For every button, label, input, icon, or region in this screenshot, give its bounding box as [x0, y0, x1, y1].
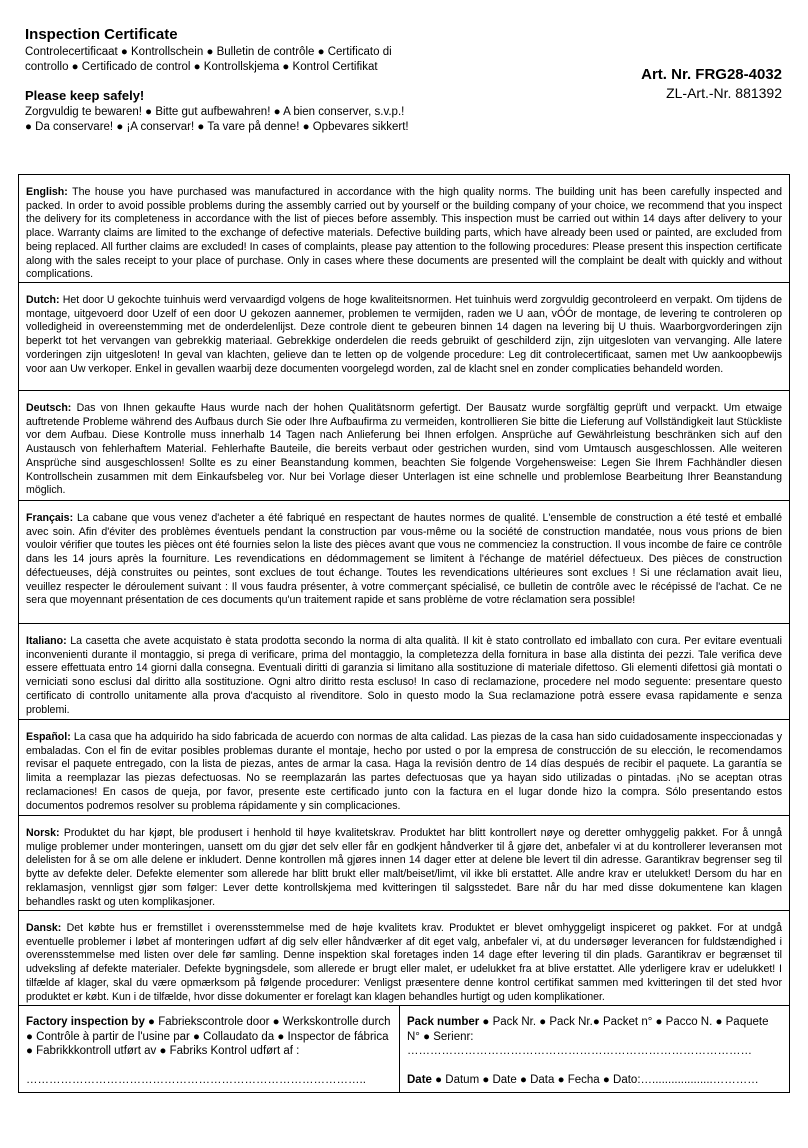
section-text: Het door U gekochte tuinhuis werd vervaardigd volgens de hoge kwaliteitsnormen. Het tuinhuis werd zorgvuldig gecontroleerd en verpakt. Om tijdens de montage, uitgevoerd door Uzelf of een door U gekozen aannemer, problemen te vermijden, raden we U aan, vÓÓr de montage, de levering te controleren op volledigheid in overeenstemming met de onderdelenlijst. Deze controle dient te gebeuren binnen 14 dagen na levering bij U thuis. Waarborgvorderingen zijn beperkt tot het vervangen van gebrekkig materiaal. Gebrekkige onderdelen die reeds gebruikt of geschilderd zijn, zijn uitgesloten van vervanging. Alle latere vorderingen zijn uitgesloten! In geval van klachten, gelieve dan te letten op de volgende procedure: Leg dit controlecertificaat, samen met Uw aankoopbewijs voor aan Uw verkoper. Enkel in gevallen waarbij deze documenten voorgelegd worden, zal de klacht snel en zonder complicaties behandeld worden.	[26, 294, 782, 375]
section-italiano	[19, 624, 789, 720]
section-text: Det købte hus er fremstillet i overensstemmelse med de høje kvalitets krav. Produktet er blevet omhyggeligt inspiceret og pakket. For at undgå eventuelle problemer i løbet af monteringen udført af dig selv eller håndværker af dit eget valg, anbefaler vi, at du undersøger leverancen for fuldstændighed i overensstemmelse med listen over dele før samling. Denne inspektion skal foretages inden 14 dage efter levering til din plads. Garantikrav er begrænset til udveksling af defekte materialer. Defekte bygningsdele, som allerede er brugt eller malet, er udelukket fra at blive erstattet. Alle yderligere krav er udelukket! I tilfælde af klager, skal du være opmærksom på følgende procedurer: Venligst præsentere denne kontrol certifikat sammen med kvitteringen til det sted hvor produktet er købt. Kun i de tilfælde, hvor disse dokumenter er forelagt kan klagen behandles hurtigt og uden komplikationer.	[26, 922, 782, 1003]
section-language-label: Dutch:	[26, 294, 60, 306]
section-language-label: Italiano:	[26, 635, 67, 647]
date-field	[407, 1073, 759, 1088]
pack-number-translations: ● Pack Nr. ● Pack Nr.● Packet n° ● Pacco N. ● Paquete N° ● Serienr:	[407, 1016, 769, 1043]
article-numbers	[641, 66, 782, 102]
certificate-box	[18, 174, 790, 1093]
section-dutch	[19, 283, 789, 391]
keep-safely-translations: Zorgvuldig te bewaren! ● Bitte gut aufbewahren! ● A bien conserver, s.v.p.! ● Da conservare! ● ¡A conservar! ● Ta vare på denne! ● Opbevares sikkert!	[25, 106, 409, 133]
section-deutsch	[19, 391, 789, 501]
section-text: La casa que ha adquirido ha sido fabricada de acuerdo con normas de alta calidad. Las piezas de la casa han sido cuidadosamente inspeccionadas y embaladas. Con el fin de evitar posibles problemas durante el montaje, hecho por usted o por la empresa de construcción de su elección, le recomendamos revisar el paquete entregado, con la lista de piezas, antes de armar la casa. Haga la revisión dentro de 14 días después de recibir el paquete. La garantía se limita a reemplazar las piezas defectuosas. No se reemplazarán las partes defectuosas que ya hayan sido utilizadas o pintadas. ¡No se aceptan otras reclamaciones! En casos de queja, por favor, presente este certificado junto con la factura en el lugar donde hizo la compra. Sólo presentando estos documentos podremos resolver su problema rápidamente y sin complicaciones.	[26, 731, 782, 812]
pack-date-fields	[400, 1006, 789, 1092]
section-espanol	[19, 720, 789, 816]
pack-number-label: Pack number	[407, 1016, 480, 1028]
section-language-label: English:	[26, 186, 68, 198]
factory-inspection-blank[interactable]: ……………………………………………………………………………..	[26, 1073, 366, 1086]
section-text: The house you have purchased was manufactured in accordance with the high quality norms. The building unit has been carefully inspected and packed. In order to avoid possible problems during the assembly carried out by yourself or the building company of your choice, we recommend that you inspect the delivery for its completeness in accordance with the list of pieces before assembly. This inspection must be carried out within 14 days after delivery to your place. Warranty claims are limited to the exchange of defective materials. Defective building parts, which have already been used or painted, are excluded from being replaced. All further claims are excluded! In cases of complaints, please pay attention to the following procedures: Please present this inspection certificate along with the sales receipt to your place of purchase. Only in cases where these documents are presented will the complaint be dealt with quickly and without complications.	[26, 186, 782, 281]
article-number: Art. Nr. FRG28-4032	[641, 66, 782, 83]
section-text: Produktet du har kjøpt, ble produsert i henhold til høye kvalitetskrav. Produktet har blitt kontrollert nøye og deretter omhyggelig pakket. For å unngå mulige problemer under monteringen, uansett om du gjør det selv eller får en godkjent håndverker til å gjøre det, anbefaler vi at du kontrollerer leveransen mot delelisten for å se om alle delene er inkludert. Denne kontrollen må gjøres innen 14 dager etter at delene ble levert til din adresse. Garantikrav begrenser seg til bytte av defekte deler. Defekte elementer som allerede har blitt brukt eller malt/beiset/limt, vil ikke bli erstattet. Alle andre krav er utelukket! Dersom du har en reklamasjon, vennligst gjør som følger: Lever dette kontrollskjema med kvitteringen til salgsstedet. Bare når du har med disse dokumentene kan klagen behandles raskt og uten komplikasjoner.	[26, 827, 782, 908]
section-language-label: Deutsch:	[26, 402, 72, 414]
section-language-label: Norsk:	[26, 827, 60, 839]
section-language-label: Français:	[26, 512, 74, 524]
section-text: La cabane que vous venez d'acheter a été fabriqué en respectant de hautes normes de qualité. L'ensemble de construction a été testé et emballé avec soin. Afin d'éviter des problèmes éventuels pendant la construction par vous-même ou la société de construction mandatée, nous vous prions de bien vouloir vérifier que toutes les pièces ont été fournies selon la liste des pièces avant que vous ne commenciez la construction. Il vous incombe de faire ce contrôle dans les 14 jours après la fourniture. Les revendications en dédommagement se limitent à l'échange de matériel défectueux. Des pièces de construction défectueuses, déjà construites ou peintes, sont exclues de tout échange. Toutes les revendications ultérieures sont exclues ! Si une réclamation avait lieu, veuillez respecter le déroulement suivant : Il vous faudra présenter, à votre commerçant spécialisé, ce bulletin de contrôle avec le récépissé de l'achat. Ce ne sera que moyennant présentation de ces documents qu'un traitement rapide et sans problème de votre réclamation sera possible!	[26, 512, 782, 607]
factory-inspection-field	[19, 1006, 400, 1092]
section-francais	[19, 501, 789, 624]
date-translations-blank[interactable]: ● Datum ● Date ● Data ● Fecha ● Dato:…...................…………	[431, 1073, 759, 1086]
section-text: Das von Ihnen gekaufte Haus wurde nach der hohen Qualitätsnorm gefertigt. Der Bausatz wurde sorgfältig geprüft und verpackt. Um etwaige auftretende Probleme während des Aufbaus durch Sie oder Ihre Aufbaufirma zu vermeiden, kontrollieren Sie bitte die Lieferung auf Vollständigkeit laut Stückliste vor dem Aufbau. Diese Kontrolle muss innerhalb 14 Tagen nach Anlieferung bei Ihnen erfolgen. Ansprüche auf Gewährleistung beschränken sich auf den Austausch von fehlerhaftem Material. Fehlerhafte Bauteile, die bereits verbaut oder gestrichen wurden, sind vom Umtausch ausgeschlossen. Alle weiteren Ansprüche sind ausgeschlossen! Sollte es zu einer Beanstandung kommen, beachten Sie folgende Vorgehensweise: Legen Sie Ihrem Fachhändler diesen Kontrollschein zusammen mit dem Einkaufsbeleg vor. Nur bei Vorlage dieser Unterlagen ist eine schnelle und problemlose Bearbeitung Ihrer Beanstandung möglich.	[26, 402, 782, 497]
zl-article-number: ZL-Art.-Nr. 881392	[666, 85, 782, 101]
footer-fields	[19, 1006, 789, 1092]
section-text: La casetta che avete acquistato è stata prodotta secondo la norma di alta qualità. Il kit è stato controllato ed imballato con cura. Per evitare eventuali inconvenienti durante il montaggio, si prega di verificare, prima del montaggio, la completezza della fornitura in base alla distinta dei pezzi. Tale verifica deve essere effettuata entro 14 giorni dalla consegna. Eventuali diritti di garanzia si limitano alla sostituzione di materiale difettoso. Gli elementi difettosi già montati o verniciati sono esclusi dal diritto alla sostituzione. Ogni altro diritto resta escluso! In caso di reclamazione, procedere nel modo seguente: presentare questo certificato di controllo unitamente alla prova d'acquisto al rivenditore. Solo in questo modo la Sua reclamazione potrà essere evasa rapidamente e senza problemi.	[26, 635, 782, 716]
page-title: Inspection Certificate	[25, 26, 178, 43]
pack-number-blank[interactable]: ………………………………………………………………………………	[407, 1045, 752, 1057]
section-language-label: Dansk:	[26, 922, 62, 934]
title-translations: Controlecertificaat ● Kontrollschein ● Bulletin de contrôle ● Certificato di controllo ● Certificado de control ● Kontrollskjema ● Kontrol Certifikat	[25, 46, 392, 73]
section-dansk	[19, 911, 789, 1006]
header	[25, 26, 785, 166]
section-norsk	[19, 816, 789, 911]
section-english	[19, 175, 789, 283]
date-label: Date	[407, 1073, 432, 1086]
section-language-label: Español:	[26, 731, 71, 743]
factory-inspection-label: Factory inspection by	[26, 1016, 145, 1028]
keep-safely-heading: Please keep safely!	[25, 88, 145, 103]
factory-inspection-translations: ● Fabriekscontrole door ● Werkskontrolle durch ● Contrôle à partir de l'usine par ● Collaudato da ● Inspector de fábrica ● Fabrikkkontroll utført av ● Fabriks Kontrol udført af :	[26, 1016, 391, 1057]
